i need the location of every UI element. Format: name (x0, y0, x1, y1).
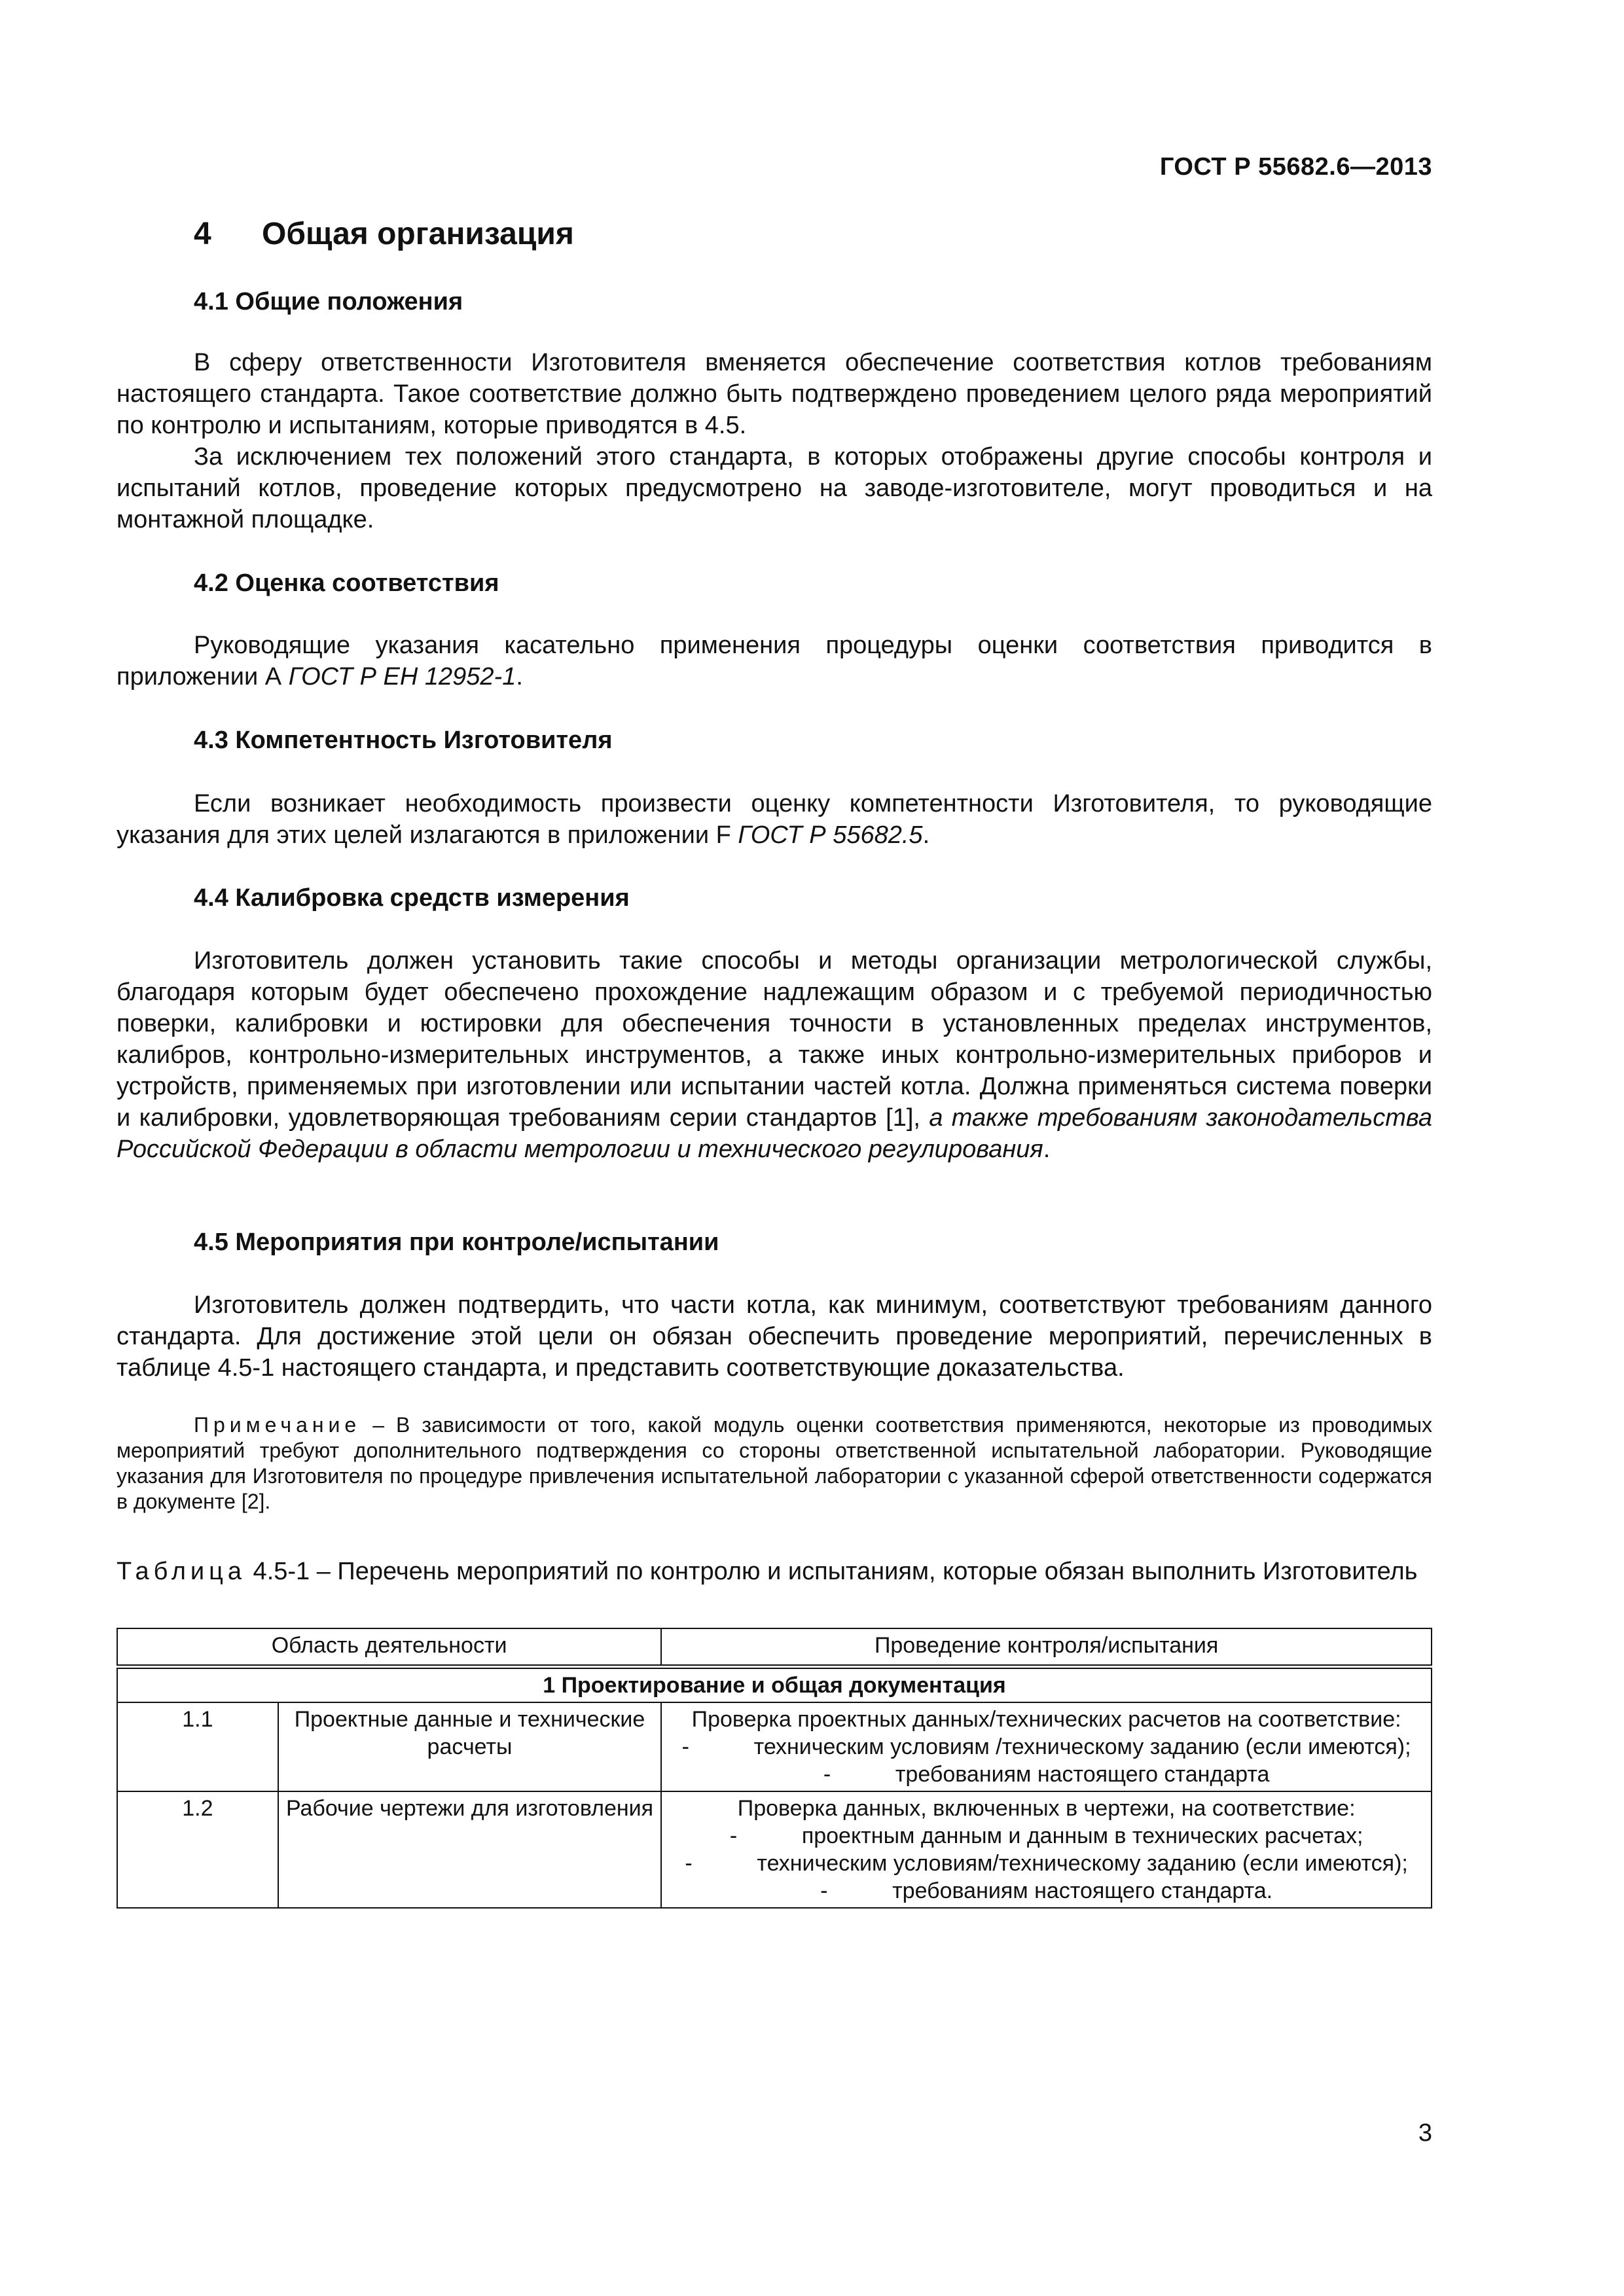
row-area: Проектные данные и технические расчеты (278, 1702, 662, 1791)
section-number: 4 (194, 217, 211, 251)
row-number: 1.1 (117, 1702, 278, 1791)
section-title: Общая организация (262, 217, 574, 251)
activities-table (117, 1628, 1432, 1909)
standard-reference: ГОСТ Р 55682.5 (738, 821, 923, 849)
italic-text: а также требованиям законодательства Российской Федерации в области метрологии и технического регулирования (117, 1104, 1432, 1163)
row-inspection: Проверка данных, включенных в чертежи, на соответствие: - проектным данным и данным в технических расчетах; - техническим условиям/техническому заданию (если имеются); - требованиям настоящего стандарта. (661, 1791, 1432, 1908)
subsection-4-3-body (117, 788, 1432, 851)
document-header: ГОСТ Р 55682.6—2013 (1159, 153, 1432, 181)
subsection-4-5-body (117, 1289, 1432, 1384)
paragraph: Изготовитель должен подтвердить, что части котла, как минимум, соответствуют требованиям данного стандарта. Для достижение этой цели он обязан обеспечить проведение мероприятий, перечисленных в таблице 4.5-1 настоящего стандарта, и представить соответствующие доказательства. (117, 1291, 1432, 1382)
subsection-4-1-title: 4.1 Общие положения (194, 288, 463, 315)
paragraph: В сферу ответственности Изготовителя вменяется обеспечение соответствия котлов требованиям настоящего стандарта. Такое соответствие должно быть подтверждено проведением целого ряда мероприятий по контролю и испытаниям, которые приводятся в 4.5. (117, 349, 1432, 439)
note-text: – В зависимости от того, какой модуль оценки соответствия применяются, некоторые из проводимых мероприятий требуют дополнительного подтверждения со стороны ответственной испытательной лаборатории. Руководящие указания для Изготовителя по процедуре привлечения испытательной лаборатории с указанной сферой ответственности содержатся в документе [2]. (117, 1413, 1432, 1513)
table-row (117, 1791, 1432, 1908)
note-label: Примечание (194, 1413, 361, 1437)
subsection-4-4-body (117, 945, 1432, 1165)
column-header-inspection: Проведение контроля/испытания (661, 1628, 1432, 1667)
paragraph: Если возникает необходимость произвести оценку компетентности Изготовителя, то руководящие указания для этих целей излагаются в приложении F ГОСТ Р 55682.5. (117, 790, 1432, 849)
subsection-4-3-title: 4.3 Компетентность Изготовителя (194, 726, 613, 754)
subsection-4-2-body (117, 630, 1432, 692)
table-row (117, 1702, 1432, 1791)
paragraph: Руководящие указания касательно применения процедуры оценки соответствия приводится в приложении А ГОСТ Р ЕН 12952-1. (117, 632, 1432, 691)
table-header-row (117, 1628, 1432, 1667)
row-inspection: Проверка проектных данных/технических расчетов на соответствие: - техническим условиям /техническому заданию (если имеются); - требованиям настоящего стандарта (661, 1702, 1432, 1791)
standard-reference: ГОСТ Р ЕН 12952-1 (288, 663, 516, 691)
page-number: 3 (1418, 2119, 1432, 2147)
column-header-area: Область деятельности (117, 1628, 661, 1667)
subsection-4-2-title: 4.2 Оценка соответствия (194, 569, 499, 597)
subsection-4-5-title: 4.5 Мероприятия при контроле/испытании (194, 1229, 719, 1256)
note (117, 1412, 1432, 1515)
row-area: Рабочие чертежи для изготовления (278, 1791, 662, 1908)
table-caption-text: 4.5-1 – Перечень мероприятий по контролю и испытаниям, которые обязан выполнить Изготовитель (246, 1558, 1418, 1585)
paragraph: За исключением тех положений этого стандарта, в которых отображены другие способы контроля и испытаний котлов, проведение которых предусмотрено на заводе-изготовителе, могут проводиться и на монтажной площадке. (117, 443, 1432, 533)
table-section-row (117, 1667, 1432, 1703)
table-caption-label: Таблица (117, 1558, 246, 1585)
subsection-4-4-title: 4.4 Калибровка средств измерения (194, 884, 630, 912)
row-number: 1.2 (117, 1791, 278, 1908)
section-label: 1 Проектирование и общая документация (117, 1667, 1432, 1703)
section-heading (194, 216, 574, 252)
paragraph: Изготовитель должен установить такие способы и методы организации метрологической службы, благодаря которым будет обеспечено прохождение надлежащим образом и с требуемой периодичностью поверки, калибровки и юстировки для обеспечения точности в установленных пределах инструментов, калибров, контрольно-измерительных инструментов, а также иных контрольно-измерительных приборов и устройств, применяемых при изготовлении или испытании частей котла. Должна применяться система поверки и калибровки, удовлетворяющая требованиям серии стандартов [1], а также требованиям законодательства Российской Федерации в области метрологии и технического регулирования. (117, 947, 1432, 1163)
subsection-4-1-body (117, 347, 1432, 535)
table-caption (117, 1556, 1432, 1587)
